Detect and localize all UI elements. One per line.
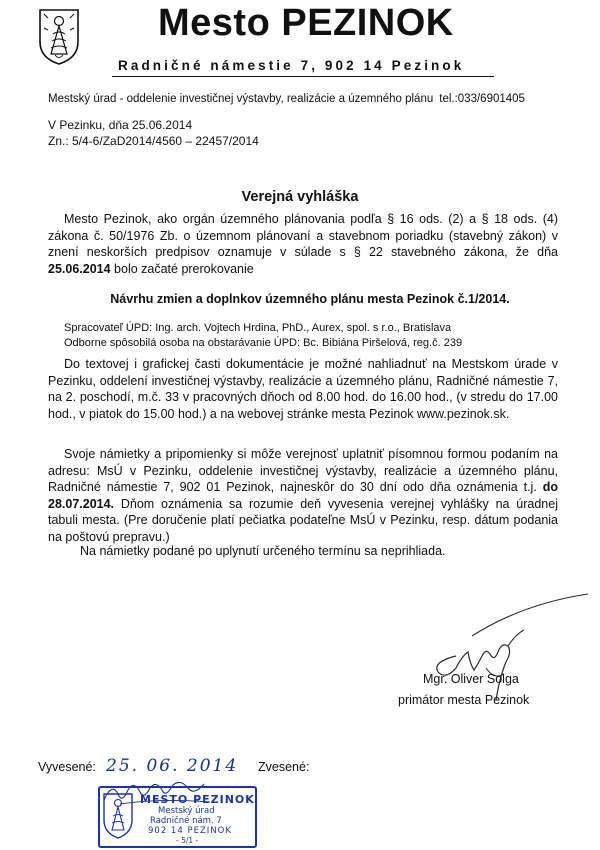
document-date: V Pezinku, dňa 25.06.2014 [48,118,193,132]
stamp-crest-icon [102,792,134,840]
document-heading: Verejná vyhláška [241,189,359,205]
subject-line: Návrhu zmien a doplnkov územného plánu mesta Pezinok č.1/2014. [110,292,510,306]
reference-number: Zn.: 5/4-6/ZaD2014/4560 – 22457/2014 [48,134,259,148]
intro-paragraph [48,211,558,277]
signer-title: primátor mesta Pezinok [398,693,530,707]
comments-deadline: do 28.07.2014. [48,480,558,511]
department-name: Mestský úrad - oddelenie investičnej výstavby, realizácie a územného plánu [48,93,434,105]
comments-paragraph [48,446,558,545]
signature-image [412,590,592,710]
page-title: Mesto PEZINOK [158,2,454,44]
late-objections-note: Na námietky podané po uplynutí určeného termínu sa neprihliada. [80,544,446,558]
posted-date-handwritten: 25. 06. 2014 [106,756,239,776]
stamp-line-3: Radničné nám. 7 [150,816,222,826]
processor-info [64,321,560,351]
inspection-paragraph: Do textovej i grafickej časti dokumentácie je možné nahliadnuť na Mestskom úrade v Pezinku, oddelení investičnej výstavby, realizácie a územného plánu, Radničné námestie 7, na 2. poschodí, m.č. 33 v pracovných dňoch od 8.00 hod. do 16.00 hod., (v stredu do 17.00 hod., v piatok do 15.00 hod.) a na webovej stránke mesta Pezinok www.pezinok.sk. [48,357,558,421]
comments-text: Svoje námietky a pripomienky si môže verejnosť uplatniť písomnou formou podaním na adresu: MsÚ v Pezinku, oddelenie investičnej výstavby, realizácie a územného plánu, Radničné námestie 7, 902 01 Pezinok, najneskôr do 30 dní odo dňa oznámenia t.j. [48,447,558,494]
intro-tail: bolo začaté prerokovanie [110,261,254,276]
intro-date: 25.06.2014 [48,261,111,276]
comments-text-end: Dňom oznámenia sa rozumie deň vyvesenia verejnej vyhlášky na úradnej tabuli mesta. (Pre doručenie platí pečiatka podateľne MsÚ v Pezinku, resp. dátum podania na poštovú prepravu.) [48,496,558,544]
header-divider [112,76,494,77]
department-phone: tel.:033/6901405 [439,93,525,105]
stamp-line-1: MESTO PEZINOK [140,793,255,806]
stamp-line-2: Mestský úrad [158,806,215,816]
city-address: Radničné námestie 7, 902 14 Pezinok [118,58,465,73]
removed-label: Zvesené: [258,760,310,774]
stamp-line-5: - 5/1 - [176,836,199,845]
signer-name: Mgr. Oliver Solga [423,672,519,686]
qualified-person-line: Odborne spôsobilá osoba na obstarávanie ÚPD: Bc. Bibiána Piršelová, reg.č. 239 [64,337,463,349]
city-crest-icon [38,8,80,66]
stamp-line-4: 902 14 PEZINOK [148,826,232,836]
department-line [48,93,525,105]
processor-line: Spracovateľ ÚPD: Ing. arch. Vojtech Hrdina, PhD., Aurex, spol. s r.o., Bratislava [64,322,452,334]
intro-text: Mesto Pezinok, ako orgán územného plánovania podľa § 16 ods. (2) a § 18 ods. (4) zákona č. 50/1976 Zb. o územnom plánovaní a stavebnom poriadku (stavebný zákon) v znení neskorších predpisov oznamuje v súlade s § 22 stavebného zákona, že dňa [48,212,558,259]
official-stamp [98,786,256,846]
posted-label: Vyvesené: [38,760,96,774]
